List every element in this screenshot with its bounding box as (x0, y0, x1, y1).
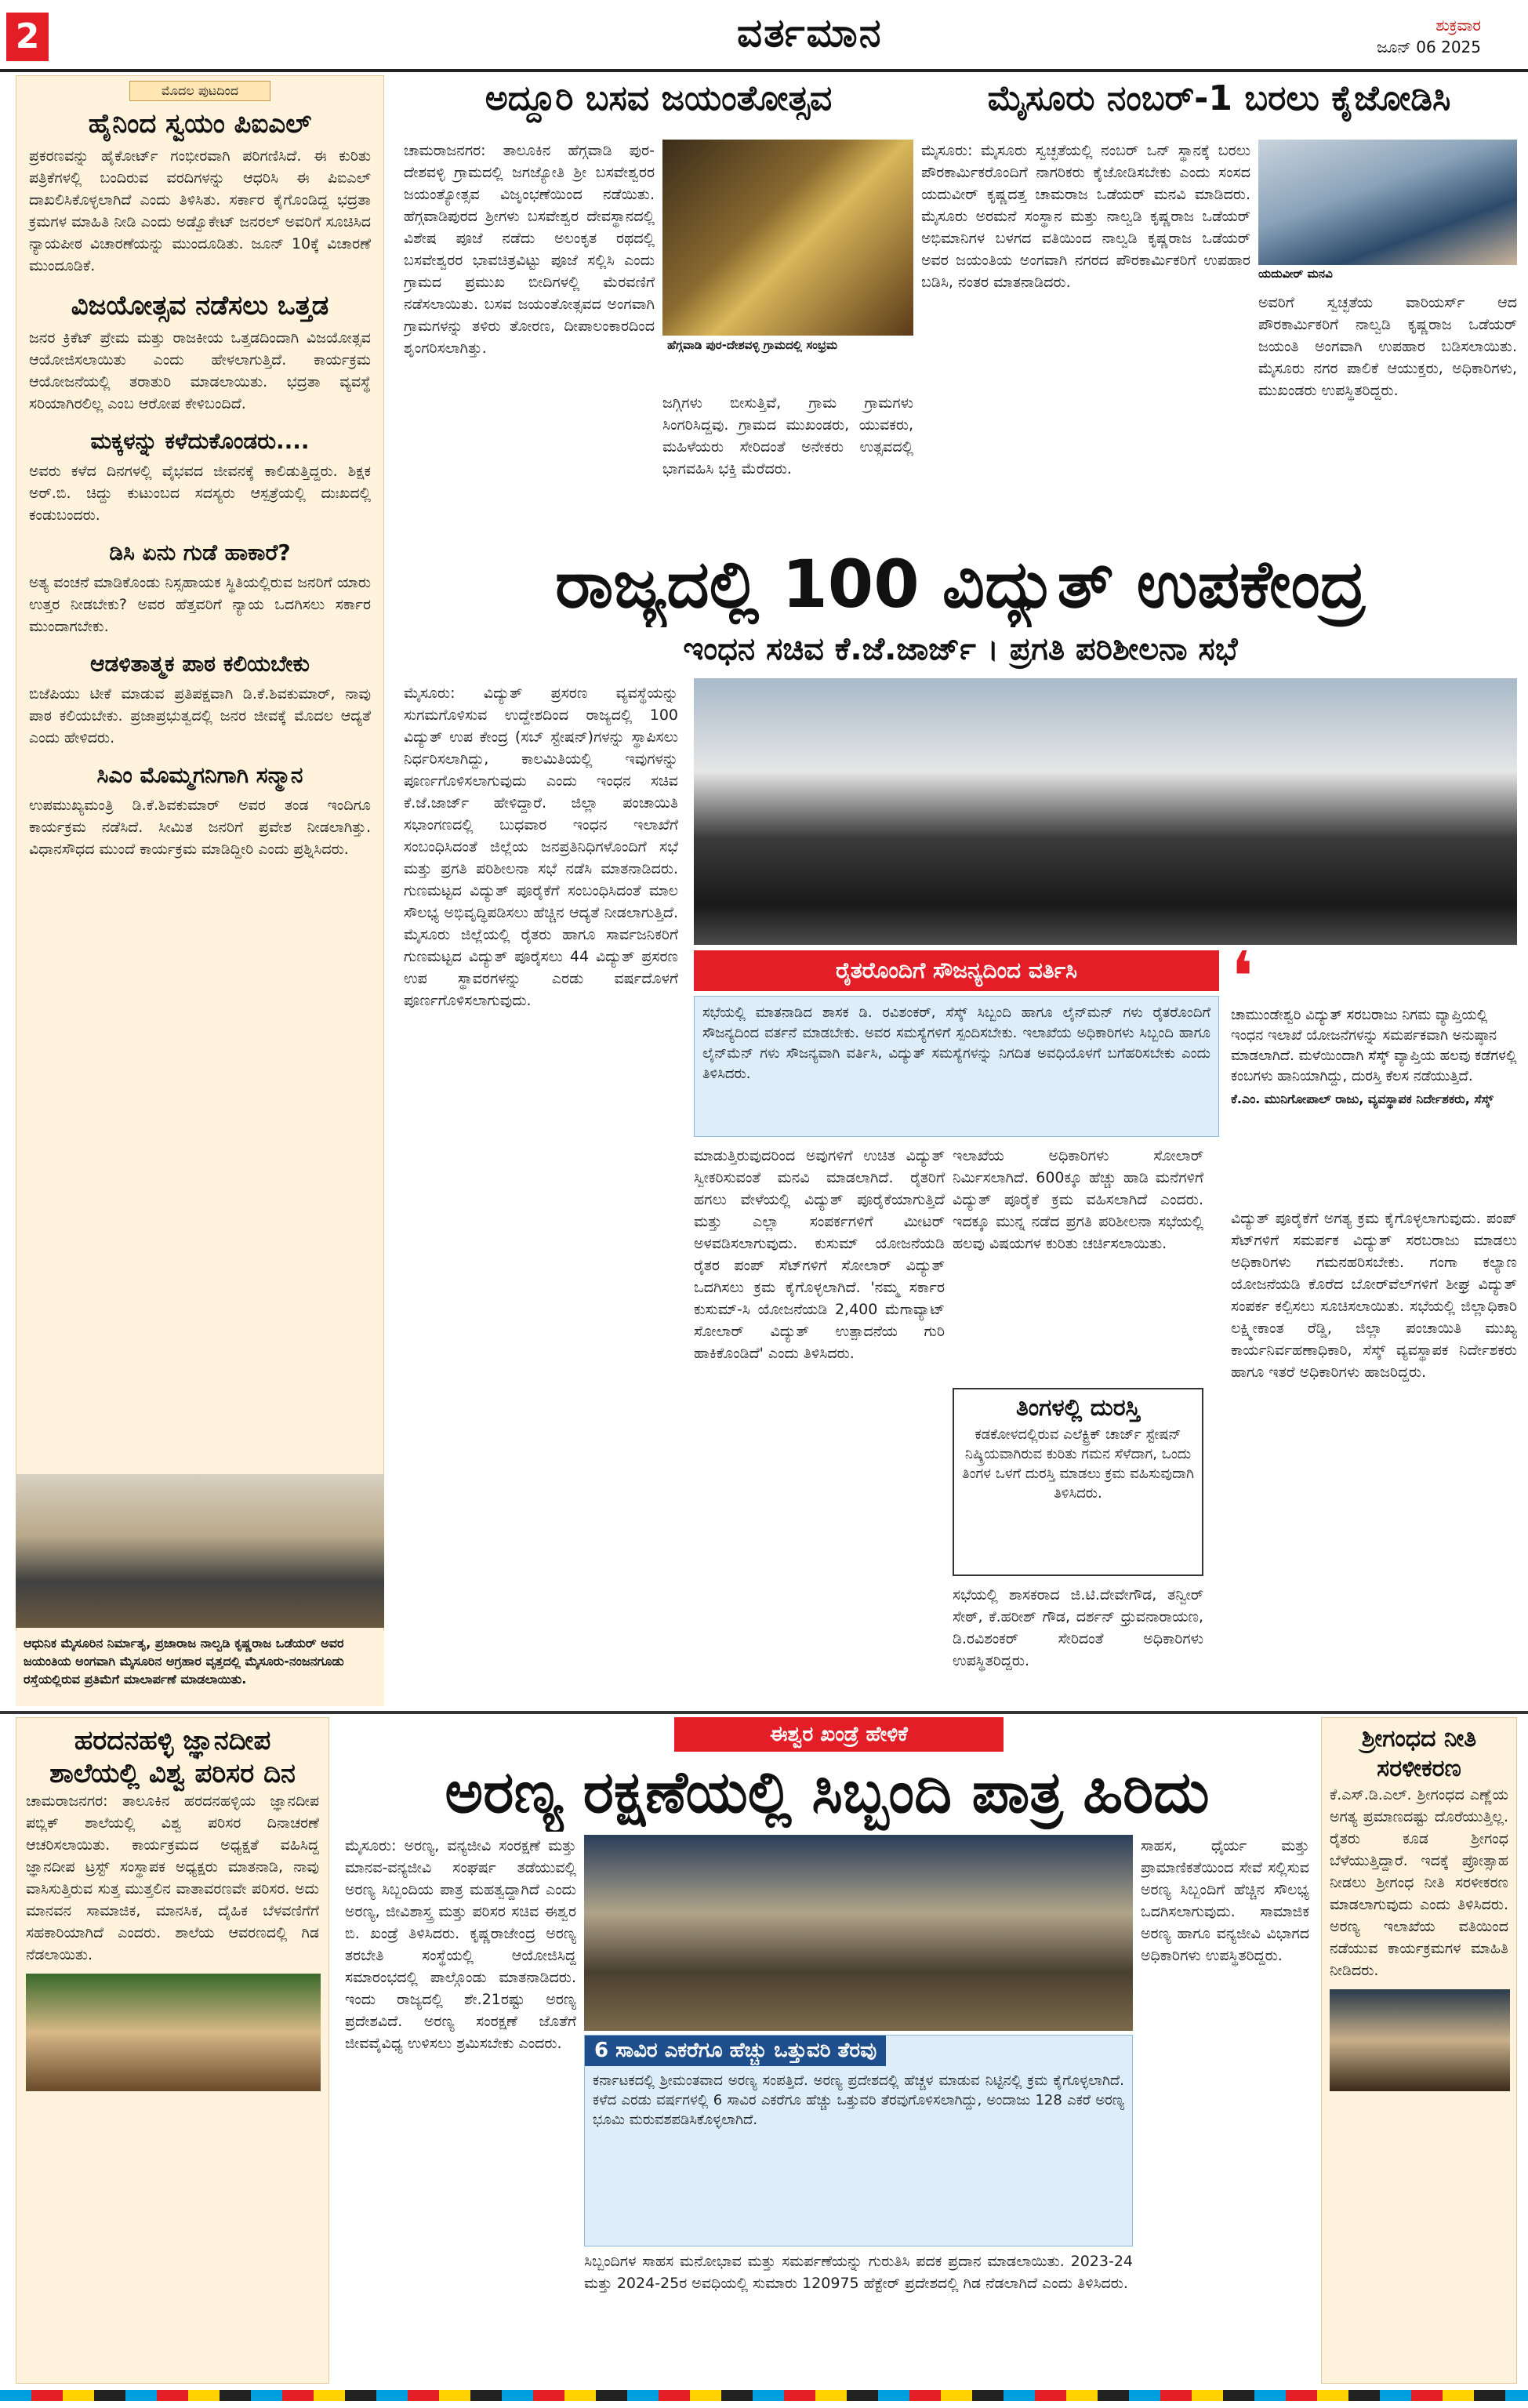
sandalwood-headline: ಶ್ರೀಗಂಧದ ನೀತಿ ಸರಳೀಕರಣ (1361, 1725, 1477, 1782)
left-story-body: ಜನರ ಕ್ರಿಕೆಟ್‌ ಪ್ರೇಮ ಮತ್ತು ರಾಜಕೀಯ ಒತ್ತಡದಿಂದಾಗಿ ವಿಜಯೋತ್ಸವ ಆಯೋಜಿಸಲಾಯಿತು ಎಂದು ಹೇಳಲಾಗುತ್ತಿದೆ. ಕಾರ್ಯಕ್ರಮ ಆಯೋಜನೆಯಲ್ಲಿ ತರಾತುರಿ ಮಾಡಲಾಯಿತು. ಭದ್ರತಾ ವ್ಯವಸ್ಥೆ ಸರಿಯಾಗಿರಲಿಲ್ಲ ಎಂಬ ಆರೋಪ ಕೇಳಿಬಂದಿದೆ. (29, 329, 371, 412)
left-story-2 (16, 283, 383, 421)
main-story-body-b: ಮಾಡುತ್ತಿರುವುದರಿಂದ ಅವುಗಳಿಗೆ ಉಚಿತ ವಿದ್ಯುತ್ ಸ್ವೀಕರಿಸುವಂತೆ ಮನವಿ ಮಾಡಲಾಗಿದೆ. ರೈತರಿಗೆ ಹಗಲು ವೇಳೆಯಲ್ಲಿ ವಿದ್ಯುತ್ ಪೂರೈಕೆಯಾಗುತ್ತಿದೆ ಮತ್ತು ಎಲ್ಲಾ ಸಂಪರ್ಕಗಳಿಗೆ ಮೀಟರ್ ಅಳವಡಿಸಲಾಗುವುದು. ಕುಸುಮ್ ಯೋಜನೆಯಡಿ ರೈತರ ಪಂಪ್ ಸೆಟ್‌ಗಳಿಗೆ ಸೋಲಾರ್ ವಿದ್ಯುತ್ ಒದಗಿಸಲು ಕ್ರಮ ಕೈಗೊಳ್ಳಲಾಗಿದೆ. 'ನಮ್ಮ ಸರ್ಕಾರ ಕುಸುಮ್-ಸಿ ಯೋಜನೆಯಡಿ 2,400 ಮೆಗಾವ್ಯಾಟ್ ಸೋಲಾರ್ ವಿದ್ಯುತ್ ಉತ್ಪಾದನೆಯ ಗುರಿ ಹಾಕಿಕೊಂಡಿದೆ' ಎಂದು ತಿಳಿಸಿದರು. (694, 1147, 945, 1362)
main-story-body-c2: ಸಭೆಯಲ್ಲಿ ಶಾಸಕರಾದ ಜಿ.ಟಿ.ದೇವೇಗೌಡ, ತನ್ವೀರ್ ಸೇಠ್, ಕೆ.ಹರೀಶ್ ಗೌಡ, ದರ್ಶನ್ ಧ್ರುವನಾರಾಯಣ, ಡಿ.ರವಿಶಂಕರ್ ಸೇರಿದಂತೆ ಅಧಿಕಾರಿಗಳು ಉಪಸ್ಥಿತರಿದ್ದರು. (953, 1586, 1203, 1669)
sandalwood-body: ಕೆ.ಎಸ್.ಡಿ.ಎಲ್. ಶ್ರೀಗಂಧದ ಎಣ್ಣೆಯ ಅಗತ್ಯ ಪ್ರಮಾಣದಷ್ಟು ದೊರೆಯುತ್ತಿಲ್ಲ. ರೈತರು ಕೂಡ ಶ್ರೀಗಂಧ ಬೆಳೆಯುತ್ತಿದ್ದಾರೆ. ಇದಕ್ಕೆ ಪ್ರೋತ್ಸಾಹ ನೀಡಲು ಶ್ರೀಗಂಧ ನೀತಿ ಸರಳೀಕರಣ ಮಾಡಲಾಗುವುದು ಎಂದು ತಿಳಿಸಿದರು. ಅರಣ್ಯ ಇಲಾಖೆಯ ವತಿಯಿಂದ ನಡೆಯುವ ಕಾರ್ಯಕ್ರಮಗಳ ಮಾಹಿತಿ ನೀಡಿದರು. (1330, 1786, 1508, 1979)
sandalwood-story (1321, 1717, 1517, 2384)
school-story-headline: ಹರದನಹಳ್ಳಿ ಜ್ಞಾನದೀಪ ಶಾಲೆಯಲ್ಲಿ ವಿಶ್ವ ಪರಿಸರ ದಿನ (49, 1725, 296, 1789)
school-story-body: ಚಾಮರಾಜನಗರ: ತಾಲೂಕಿನ ಹರದನಹಳ್ಳಿಯ ಜ್ಞಾನದೀಪ ಪಬ್ಲಿಕ್ ಶಾಲೆಯಲ್ಲಿ ವಿಶ್ವ ಪರಿಸರ ದಿನಾಚರಣೆ ಆಚರಿಸಲಾಯಿತು. ಕಾರ್ಯಕ್ರಮದ ಅಧ್ಯಕ್ಷತೆ ವಹಿಸಿದ್ದ ಜ್ಞಾನದೀಪ ಟ್ರಸ್ಟ್ ಸಂಸ್ಥಾಪಕ ಅಧ್ಯಕ್ಷರು ಮಾತನಾಡಿ, ನಾವು ವಾಸಿಸುತ್ತಿರುವ ಸುತ್ತ ಮುತ್ತಲಿನ ವಾತಾವರಣವೇ ಪರಿಸರ. ಅದು ಮಾನವನ ಸಾಮಾಜಿಕ, ಮಾನಸಿಕ, ದೈಹಿಕ ಬೆಳವಣಿಗೆಗೆ ಸಹಕಾರಿಯಾಗಿದೆ ಎಂದರು. ಶಾಲೆಯ ಆವರಣದಲ್ಲಿ ಗಿಡ ನೆಡಲಾಯಿತು. (26, 1792, 319, 1963)
left-photo (16, 1474, 384, 1628)
left-story-6 (16, 755, 383, 866)
left-story-headline: ಹೈನಿಂದ ಸ್ವಯಂ ಪಿಐಎಲ್ (88, 108, 312, 140)
left-story-headline: ವಿಜಯೋತ್ಸವ ನಡೆಸಲು ಒತ್ತಡ (71, 290, 329, 321)
left-story-1 (16, 101, 383, 283)
main-story-photo (694, 678, 1517, 945)
left-story-body: ಅತ್ಯ ವಂಚನೆ ಮಾಡಿಕೊಂಡು ನಿಸ್ಸಹಾಯಕ ಸ್ಥಿತಿಯಲ್ಲಿರುವ ಜನರಿಗೆ ಯಾರು ಉತ್ತರ ನೀಡಬೇಕು? ಅವರ ಹೆತ್ತವರಿಗೆ ನ್ಯಾಯ ಒದಗಿಸಲು ಸರ್ಕಾರ ಮುಂದಾಗಬೇಕು. (29, 574, 371, 635)
top-story-1-body-cont: ಜಗ್ಗಿಗಳು ಬೀಸುತ್ತಿವೆ, ಗ್ರಾಮ ಗ್ರಾಮಗಳು ಸಿಂಗರಿಸಿದ್ದವು. ಗ್ರಾಮದ ಮುಖಂಡರು, ಯುವಕರು, ಮಹಿಳೆಯರು ಸೇರಿದಂತೆ ಅನೇಕರು ಉತ್ಸವದಲ್ಲಿ ಭಾಗವಹಿಸಿ ಭಕ್ತಿ ಮೆರೆದರು. (662, 394, 913, 478)
main-story-body-d: ವಿದ್ಯುತ್ ಪೂರೈಕೆಗೆ ಅಗತ್ಯ ಕ್ರಮ ಕೈಗೊಳ್ಳಲಾಗುವುದು. ಪಂಪ್ ಸೆಟ್‌ಗಳಿಗೆ ಸಮರ್ಪಕ ವಿದ್ಯುತ್ ಸರಬರಾಜು ಮಾಡಲು ಅಧಿಕಾರಿಗಳು ಗಮನಹರಿಸಬೇಕು. ಗಂಗಾ ಕಲ್ಯಾಣ ಯೋಜನೆಯಡಿ ಕೊರೆದ ಬೋರ್‌ವೆಲ್‌ಗಳಿಗೆ ಶೀಘ್ರ ವಿದ್ಯುತ್ ಸಂಪರ್ಕ ಕಲ್ಪಿಸಲು ಸೂಚಿಸಲಾಯಿತು. ಸಭೆಯಲ್ಲಿ ಜಿಲ್ಲಾಧಿಕಾರಿ ಲಕ್ಷ್ಮೀಕಾಂತ ರೆಡ್ಡಿ, ಜಿಲ್ಲಾ ಪಂಚಾಯಿತಿ ಮುಖ್ಯ ಕಾರ್ಯನಿರ್ವಹಣಾಧಿಕಾರಿ, ಸೆಸ್ಕ್ ವ್ಯವಸ್ಥಾಪಕ ನಿರ್ದೇಶಕರು ಹಾಗೂ ಇತರೆ ಅಧಿಕಾರಿಗಳು ಹಾಜರಿದ್ದರು. (1231, 1210, 1517, 1381)
forest-body-c: ಸಿಬ್ಬಂದಿಗಳ ಸಾಹಸ ಮನೋಭಾವ ಮತ್ತು ಸಮರ್ಪಣೆಯನ್ನು ಗುರುತಿಸಿ ಪದಕ ಪ್ರದಾನ ಮಾಡಲಾಯಿತು. 2023-24 ಮತ್ತು 2024-25ರ ಅವಧಿಯಲ್ಲಿ ಸುಮಾರು 120975 ಹೆಕ್ಟೇರ್ ಪ್ರದೇಶದಲ್ಲಿ ಗಿಡ ನೆಡಲಾಗಿದೆ ಎಂದು ತಿಳಿಸಿದರು. (584, 2253, 1133, 2292)
main-subheadline: ಇಂಧನ ಸಚಿವ ಕೆ.ಜೆ.ಜಾರ್ಜ್ । ಪ್ರಗತಿ ಪರಿಶೀಲನಾ ಸಭೆ (683, 631, 1238, 667)
repair-panel-body: ಕಡಕೋಳದಲ್ಲಿರುವ ಎಲೆಕ್ಟ್ರಿಕ್ ಚಾರ್ಜ್ ಸ್ಟೇಷನ್ ನಿಷ್ಕ್ರಿಯವಾಗಿರುವ ಕುರಿತು ಗಮನ ಸೆಳೆದಾಗ, ಒಂದು ತಿಂಗಳ ಒಳಗೆ ದುರಸ್ತಿ ಮಾಡಲು ಕ್ರಮ ವಹಿಸುವುದಾಗಿ ತಿಳಿಸಿದರು. (962, 1426, 1194, 1502)
top-story-2-caption: ಯದುವೀರ್ ಮನವಿ (1258, 267, 1333, 281)
forest-kicker: ಈಶ್ವರ ಖಂಡ್ರೆ ಹೇಳಿಕೆ (674, 1717, 1004, 1752)
forest-photo (584, 1835, 1133, 2031)
school-story (16, 1717, 329, 2384)
encroachment-box (584, 2035, 1133, 2246)
left-photo-caption: ಆಧುನಿಕ ಮೈಸೂರಿನ ನಿರ್ಮಾತೃ, ಪ್ರಜಾರಾಜ ನಾಲ್ವಡಿ ಕೃಷ್ಣರಾಜ ಒಡೆಯರ್ ಅವರ ಜಯಂತಿಯ ಅಂಗವಾಗಿ ಮೈಸೂರಿನ ಅಗ್ರಹಾರ ವೃತ್ತದಲ್ಲಿ ಮೈಸೂರು-ನಂಜನಗೂಡು ರಸ್ತೆಯಲ್ಲಿರುವ ಪ್ರತಿಮೆಗೆ ಮಾಲಾರ್ಪಣೆ ಮಾಡಲಾಯಿತು. (16, 1631, 384, 1706)
forest-headline: ಅರಣ್ಯ ರಕ್ಷಣೆಯಲ್ಲಿ ಸಿಬ್ಬಂದಿ ಪಾತ್ರ ಹಿರಿದು (445, 1759, 1210, 1826)
top-story-1-caption: ಹೆಗ್ಗವಾಡಿ ಪುರ-ದೇಶವಳ್ಳಿ ಗ್ರಾಮದಲ್ಲಿ ಸಂಭ್ರಮ (667, 338, 838, 352)
farmer-banner: ರೈತರೊಂದಿಗೆ ಸೌಜನ್ಯದಿಂದ ವರ್ತಿಸಿ (694, 950, 1219, 991)
top-story-2-headline: ಮೈಸೂರು ನಂಬರ್-1 ಬರಲು ಕೈಜೋಡಿಸಿ (987, 78, 1451, 118)
left-story-5 (16, 644, 383, 755)
left-column (16, 75, 384, 1706)
top-story-1-photo (662, 140, 913, 336)
top-story-2-body: ಮೈಸೂರು: ಮೈಸೂರು ಸ್ವಚ್ಛತೆಯಲ್ಲಿ ನಂಬರ್ ಒನ್ ಸ್ಥಾನಕ್ಕೆ ಬರಲು ಪೌರಕಾರ್ಮಿಕರೊಂದಿಗೆ ನಾಗರಿಕರು ಕೈಜೋಡಿಸಬೇಕು ಎಂದು ಸಂಸದ ಯದುವೀರ್ ಕೃಷ್ಣದತ್ತ ಚಾಮರಾಜ ಒಡೆಯರ್ ಮನವಿ ಮಾಡಿದರು. ಮೈಸೂರು ಅರಮನೆ ಸಂಸ್ಥಾನ ಮತ್ತು ನಾಲ್ವಡಿ ಕೃಷ್ಣರಾಜ ಒಡೆಯರ್ ಅಭಿಮಾನಿಗಳ ಬಳಗದ ವತಿಯಿಂದ ನಾಲ್ವಡಿ ಕೃಷ್ಣರಾಜ ಒಡೆಯರ್ ಅವರ ಜಯಂತಿಯ ಅಂಗವಾಗಿ ನಗರದ ಪೌರಕಾರ್ಮಿಕರಿಗೆ ಉಪಹಾರ ಬಡಿಸಿ, ನಂತರ ಮಾತನಾಡಿದರು. (921, 142, 1250, 291)
left-kicker: ಮೊದಲ ಪುಟದಿಂದ (129, 81, 270, 101)
left-story-4 (16, 532, 383, 644)
quote-text: ಚಾಮುಂಡೇಶ್ವರಿ ವಿದ್ಯುತ್ ಸರಬರಾಜು ನಿಗಮ ವ್ಯಾಪ್ತಿಯಲ್ಲಿ ಇಂಧನ ಇಲಾಖೆ ಯೋಜನೆಗಳನ್ನು ಸಮರ್ಪಕವಾಗಿ ಅನುಷ್ಠಾನ ಮಾಡಲಾಗಿದೆ. ಮಳೆಯಿಂದಾಗಿ ಸೆಸ್ಕ್ ವ್ಯಾಪ್ತಿಯ ಹಲವು ಕಡೆಗಳಲ್ಲಿ ಕಂಬಗಳು ಹಾನಿಯಾಗಿದ್ದು, ದುರಸ್ತಿ ಕೆಲಸ ನಡೆಯುತ್ತಿದೆ. (1231, 1007, 1517, 1084)
left-story-body: ಪ್ರಕರಣವನ್ನು ಹೈಕೋರ್ಟ್ ಗಂಭೀರವಾಗಿ ಪರಿಗಣಿಸಿದೆ. ಈ ಕುರಿತು ಪತ್ರಿಕೆಗಳಲ್ಲಿ ಬಂದಿರುವ ವರದಿಗಳನ್ನು ಆಧರಿಸಿ ಈ ಪಿಐಎಲ್ ದಾಖಲಿಸಿಕೊಳ್ಳಲಾಗಿದೆ ಎಂದು ತಿಳಿಸಿತು. ಸರ್ಕಾರ ಕೈಗೊಂಡಿದ್ದ ಭದ್ರತಾ ಕ್ರಮಗಳ ಮಾಹಿತಿ ನೀಡಿ ಎಂದು ಅಡ್ವೊಕೇಟ್ ಜನರಲ್ ಅವರಿಗೆ ಸೂಚಿಸಿದ ನ್ಯಾಯಪೀಠ ವಿಚಾರಣೆಯನ್ನು ಮುಂದೂಡಿತು. ಜೂನ್ 10ಕ್ಕೆ ವಿಚಾರಣೆ ಮುಂದೂಡಿಕೆ. (29, 147, 371, 274)
farmer-box (694, 996, 1219, 1137)
main-story-body-c: ಇಲಾಖೆಯ ಅಧಿಕಾರಿಗಳು ಸೋಲಾರ್ ನಿರ್ಮಿಸಲಾಗಿದೆ. 600ಕ್ಕೂ ಹೆಚ್ಚು ಹಾಡಿ ಮನೆಗಳಿಗೆ ವಿದ್ಯುತ್ ಪೂರೈಕೆ ಕ್ರಮ ವಹಿಸಲಾಗಿದೆ ಎಂದರು. ಇದಕ್ಕೂ ಮುನ್ನ ನಡೆದ ಪ್ರಗತಿ ಪರಿಶೀಲನಾ ಸಭೆಯಲ್ಲಿ ಹಲವು ವಿಷಯಗಳ ಕುರಿತು ಚರ್ಚಿಸಲಾಯಿತು. (953, 1147, 1203, 1252)
top-story-2-body-cont: ಅವರಿಗೆ ಸ್ವಚ್ಛತೆಯ ವಾರಿಯರ್ಸ್ ಆದ ಪೌರಕಾರ್ಮಿಕರಿಗೆ ನಾಲ್ವಡಿ ಕೃಷ್ಣರಾಜ ಒಡೆಯರ್ ಜಯಂತಿ ಅಂಗವಾಗಿ ಉಪಹಾರ ಬಡಿಸಲಾಯಿತು. ಮೈಸೂರು ನಗರ ಪಾಲಿಕೆ ಆಯುಕ್ತರು, ಅಧಿಕಾರಿಗಳು, ಮುಖಂಡರು ಉಪಸ್ಥಿತರಿದ್ದರು. (1258, 294, 1517, 399)
paper-name: ವರ್ತಮಾನ (737, 9, 883, 56)
color-registration-bar (0, 2390, 1528, 2401)
left-story-headline: ಆಡಳಿತಾತ್ಮಕ ಪಾಠ ಕಲಿಯಬೇಕು (90, 651, 310, 677)
repair-panel (953, 1388, 1203, 1576)
left-story-body: ಬಿಜೆಪಿಯು ಟೀಕೆ ಮಾಡುವ ಪ್ರತಿಪಕ್ಷವಾಗಿ ಡಿ.ಕೆ.ಶಿವಕುಮಾರ್, ನಾವು ಪಾಠ ಕಲಿಯಬೇಕು. ಪ್ರಜಾಪ್ರಭುತ್ವದಲ್ಲಿ ಜನರ ಜೀವಕ್ಕೆ ಮೊದಲ ಆದ್ಯತೆ ಎಂದು ಹೇಳಿದರು. (29, 685, 371, 746)
issue-date: ಜೂನ್ 06 2025 (1377, 38, 1481, 56)
forest-body-a: ಮೈಸೂರು: ಅರಣ್ಯ, ವನ್ಯಜೀವಿ ಸಂರಕ್ಷಣೆ ಮತ್ತು ಮಾನವ-ವನ್ಯಜೀವಿ ಸಂಘರ್ಷ ತಡೆಯುವಲ್ಲಿ ಅರಣ್ಯ ಸಿಬ್ಬಂದಿಯ ಪಾತ್ರ ಮಹತ್ವದ್ದಾಗಿದೆ ಎಂದು ಅರಣ್ಯ, ಜೀವಿಶಾಸ್ತ್ರ ಮತ್ತು ಪರಿಸರ ಸಚಿವ ಈಶ್ವರ ಬಿ. ಖಂಡ್ರೆ ತಿಳಿಸಿದರು. ಕೃಷ್ಣರಾಜೇಂದ್ರ ಅರಣ್ಯ ತರಬೇತಿ ಸಂಸ್ಥೆಯಲ್ಲಿ ಆಯೋಜಿಸಿದ್ದ ಸಮಾರಂಭದಲ್ಲಿ ಪಾಲ್ಗೊಂಡು ಮಾತನಾಡಿದರು. ಇಂದು ರಾಜ್ಯದಲ್ಲಿ ಶೇ.21ರಷ್ಟು ಅರಣ್ಯ ಪ್ರದೇಶವಿದೆ. ಅರಣ್ಯ ಸಂರಕ್ಷಣೆ ಜೊತೆಗೆ ಜೀವವೈವಿಧ್ಯ ಉಳಿಸಲು ಶ್ರಮಿಸಬೇಕು ಎಂದರು. (345, 1837, 576, 2052)
issue-day: ಶುಕ್ರವಾರ (1435, 16, 1481, 35)
left-story-headline: ಡಿಸಿ ಏನು ಗುಡೆ ಹಾಕಾರೆ? (109, 539, 291, 565)
left-story-body: ಅವರು ಕಳೆದ ದಿನಗಳಲ್ಲಿ ವೈಭವದ ಜೀವನಕ್ಕೆ ಕಾಲಿಡುತ್ತಿದ್ದರು. ಶಿಕ್ಷಕ ಅರ್.ಬಿ. ಚಿದ್ದು ಕುಟುಂಬದ ಸದಸ್ಯರು ಆಸ್ಪತ್ರೆಯಲ್ಲಿ ದುಃಖದಲ್ಲಿ ಕಂಡುಬಂದರು. (29, 463, 371, 524)
sandalwood-photo (1330, 1989, 1510, 2091)
repair-panel-headline: ತಿಂಗಳಲ್ಲಿ ದುರಸ್ತಿ (1015, 1394, 1141, 1422)
quote-box (1231, 950, 1517, 1201)
left-story-body: ಉಪಮುಖ್ಯಮಂತ್ರಿ ಡಿ.ಕೆ.ಶಿವಕುಮಾರ್ ಅವರ ತಂಡ ಇಂದಿಗೂ ಕಾರ್ಯಕ್ರಮ ನಡೆಸಿದೆ. ಸೀಮಿತ ಜನರಿಗೆ ಪ್ರವೇಶ ನೀಡಲಾಗಿತ್ತು. ವಿಧಾನಸೌಧದ ಮುಂದೆ ಕಾರ್ಯಕ್ರಮ ಮಾಡಿದ್ದೀರಿ ಎಂದು ಪ್ರಶ್ನಿಸಿದರು. (29, 797, 371, 858)
farmer-box-body: ಸಭೆಯಲ್ಲಿ ಮಾತನಾಡಿದ ಶಾಸಕ ಡಿ. ರವಿಶಂಕರ್, ಸೆಸ್ಕ್ ಸಿಬ್ಬಂದಿ ಹಾಗೂ ಲೈನ್‌ಮನ್ ಗಳು ರೈತರೊಂದಿಗೆ ಸೌಜನ್ಯದಿಂದ ವರ್ತನೆ ಮಾಡಬೇಕು. ಅವರ ಸಮಸ್ಯೆಗಳಿಗೆ ಸ್ಪಂದಿಸಬೇಕು. ಇಲಾಖೆಯ ಅಧಿಕಾರಿಗಳು ಸಿಬ್ಬಂದಿ ಹಾಗೂ ಲೈನ್‌ಮೆನ್ ಗಳು ಸೌಜನ್ಯವಾಗಿ ವರ್ತಿಸಿ, ವಿದ್ಯುತ್ ಸಮಸ್ಯೆಗಳನ್ನು ನಿಗದಿತ ಅವಧಿಯೊಳಗೆ ಬಗೆಹರಿಸಬೇಕು ಎಂದು ತಿಳಿಸಿದರು. (702, 1004, 1210, 1082)
page-number: 2 (6, 13, 49, 61)
section-divider (0, 1711, 1528, 1714)
encroachment-headline: 6 ಸಾವಿರ ಎಕರೆಗೂ ಹೆಚ್ಚು ಒತ್ತುವರಿ ತೆರವು (585, 2036, 886, 2066)
forest-body-b: ಸಾಹಸ, ಧೈರ್ಯ ಮತ್ತು ಪ್ರಾಮಾಣಿಕತೆಯಿಂದ ಸೇವೆ ಸಲ್ಲಿಸುವ ಅರಣ್ಯ ಸಿಬ್ಬಂದಿಗೆ ಹೆಚ್ಚಿನ ಸೌಲಭ್ಯ ಒದಗಿಸಲಾಗುವುದು. ಸಾಮಾಜಿಕ ಅರಣ್ಯ ಹಾಗೂ ವನ್ಯಜೀವಿ ವಿಭಾಗದ ಅಧಿಕಾರಿಗಳು ಉಪಸ್ಥಿತರಿದ್ದರು. (1141, 1837, 1309, 1964)
quote-credit: ಕೆ.ಎಂ. ಮುನಿಗೋಪಾಲ್ ರಾಜು, ವ್ಯವಸ್ಥಾಪಕ ನಿರ್ದೇಶಕರು, ಸೆಸ್ಕ್ (1231, 1091, 1494, 1106)
top-story-1-body: ಚಾಮರಾಜನಗರ: ತಾಲೂಕಿನ ಹೆಗ್ಗವಾಡಿ ಪುರ-ದೇಶವಳ್ಳಿ ಗ್ರಾಮದಲ್ಲಿ ಜಗಜ್ಯೋತಿ ಶ್ರೀ ಬಸವೇಶ್ವರರ ಜಯಂತ್ಯೋತ್ಸವ ವಿಜೃಂಭಣೆಯಿಂದ ನಡೆಯಿತು. ಹೆಗ್ಗವಾಡಿಪುರದ ಶ್ರೀಗಳು ಬಸವೇಶ್ವರ ದೇವಸ್ಥಾನದಲ್ಲಿ ವಿಶೇಷ ಪೂಜೆ ನಡೆದು ಅಲಂಕೃತ ರಥದಲ್ಲಿ ಬಸವೇಶ್ವರರ ಭಾವಚಿತ್ರವಿಟ್ಟು ಪೂಜೆ ಸಲ್ಲಿಸಿ ಎಂದು ಗ್ರಾಮದ ಪ್ರಮುಖ ಬೀದಿಗಳಲ್ಲಿ ಮೆರವಣಿಗೆ ನಡೆಸಲಾಯಿತು. ಬಸವ ಜಯಂತೋತ್ಸವದ ಅಂಗವಾಗಿ ಗ್ರಾಮಗಳನ್ನು ತಳಿರು ತೋರಣ, ದೀಪಾಲಂಕಾರದಿಂದ ಶೃಂಗರಿಸಲಾಗಿತ್ತು. (404, 142, 655, 357)
main-story-body-a: ಮೈಸೂರು: ವಿದ್ಯುತ್ ಪ್ರಸರಣ ವ್ಯವಸ್ಥೆಯನ್ನು ಸುಗಮಗೊಳಿಸುವ ಉದ್ದೇಶದಿಂದ ರಾಜ್ಯದಲ್ಲಿ 100 ವಿದ್ಯುತ್ ಉಪ ಕೇಂದ್ರ (ಸಬ್ ಸ್ಟೇಷನ್)ಗಳನ್ನು ಸ್ಥಾಪಿಸಲು ನಿರ್ಧರಿಸಲಾಗಿದ್ದು, ಕಾಲಮಿತಿಯಲ್ಲಿ ಇವುಗಳನ್ನು ಪೂರ್ಣಗೊಳಿಸಲಾಗುವುದು ಎಂದು ಇಂಧನ ಸಚಿವ ಕೆ.ಜೆ.ಜಾರ್ಜ್ ಹೇಳಿದ್ದಾರೆ. ಜಿಲ್ಲಾ ಪಂಚಾಯಿತಿ ಸಭಾಂಗಣದಲ್ಲಿ ಬುಧವಾರ ಇಂಧನ ಇಲಾಖೆಗೆ ಸಂಬಂಧಿಸಿದಂತೆ ಜಿಲ್ಲೆಯ ಜನಪ್ರತಿನಿಧಿಗಳೊಂದಿಗೆ ಸಭೆ ಮತ್ತು ಪ್ರಗತಿ ಪರಿಶೀಲನಾ ಸಭೆ ನಡೆಸಿ ಮಾತನಾಡಿದರು. ಗುಣಮಟ್ಟದ ವಿದ್ಯುತ್ ಪೂರೈಕೆಗೆ ಸಂಬಂಧಿಸಿದಂತೆ ಮಾಲ ಸೌಲಭ್ಯ ಅಭಿವೃದ್ಧಿಪಡಿಸಲು ಹೆಚ್ಚಿನ ಆದ್ಯತೆ ನೀಡಲಾಗುತ್ತಿದೆ. ಮೈಸೂರು ಜಿಲ್ಲೆಯಲ್ಲಿ ರೈತರು ಹಾಗೂ ಸಾರ್ವಜನಿಕರಿಗೆ ಗುಣಮಟ್ಟದ ವಿದ್ಯುತ್ ಪೂರೈಸಲು 44 ವಿದ್ಯುತ್ ಪ್ರಸರಣ ಉಪ ಸ್ಥಾವರಗಳನ್ನು ಎರಡು ವರ್ಷದೊಳಗೆ ಪೂರ್ಣಗೊಳಿಸಲಾಗುವುದು. (404, 685, 678, 1009)
top-story-2-photo (1258, 140, 1517, 265)
left-story-3 (16, 421, 383, 532)
date-box (1377, 14, 1481, 58)
top-story-1-headline: ಅದ್ದೂರಿ ಬಸವ ಜಯಂತೋತ್ಸವ (485, 78, 833, 118)
masthead (0, 0, 1528, 72)
left-story-headline: ಮಕ್ಕಳನ್ನು ಕಳೆದುಕೊಂಡರು.... (90, 428, 310, 454)
school-story-photo (26, 1974, 321, 2091)
encroachment-body: ಕರ್ನಾಟಕದಲ್ಲಿ ಶ್ರೀಮಂತವಾದ ಅರಣ್ಯ ಸಂಪತ್ತಿದೆ. ಅರಣ್ಯ ಪ್ರದೇಶದಲ್ಲಿ ಹೆಚ್ಚಳ ಮಾಡುವ ನಿಟ್ಟಿನಲ್ಲಿ ಕ್ರಮ ಕೈಗೊಳ್ಳಲಾಗಿದೆ. ಕಳೆದ ಎರಡು ವರ್ಷಗಳಲ್ಲಿ 6 ಸಾವಿರ ಎಕರೆಗೂ ಹೆಚ್ಚು ಒತ್ತುವರಿ ತೆರವುಗೊಳಿಸಲಾಗಿದ್ದು, ಅಂದಾಜು 128 ಎಕರೆ ಅರಣ್ಯ ಭೂಮಿ ಮರುವಶಪಡಿಸಿಕೊಳ್ಳಲಾಗಿದೆ. (593, 2072, 1124, 2128)
left-story-headline: ಸಿಎಂ ಮೊಮ್ಮಗನಿಗಾಗಿ ಸನ್ಮಾನ (96, 762, 303, 788)
main-headline: ರಾಜ್ಯದಲ್ಲಿ 100 ವಿದ್ಯುತ್ ಉಪಕೇಂದ್ರ (555, 546, 1366, 623)
quote-mark-icon: ❛ (1231, 950, 1254, 1019)
